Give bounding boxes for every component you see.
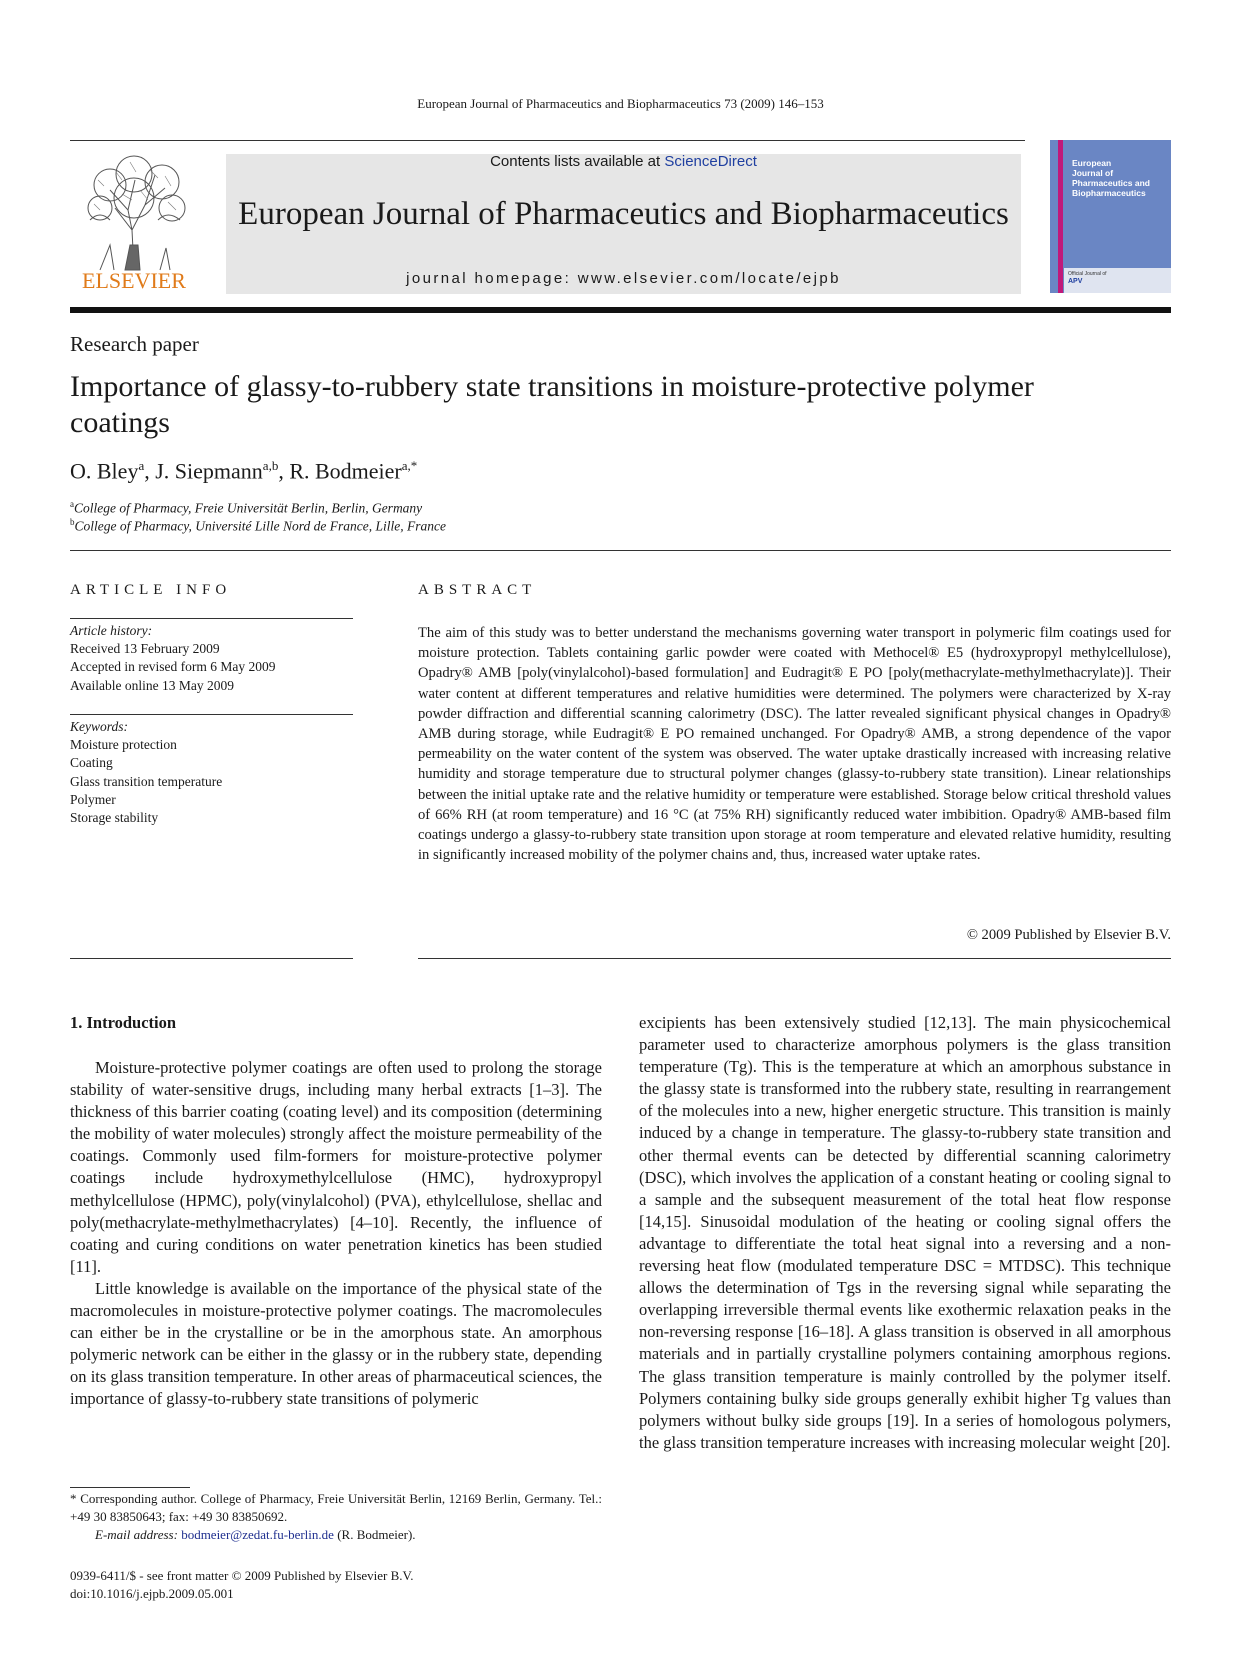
contents-line: [226, 153, 1021, 170]
doi-link[interactable]: doi:10.1016/j.ejpb.2009.05.001: [70, 1586, 234, 1601]
paragraph: Little knowledge is available on the importance of the physical state of the macromolecules in moisture-protective polymer coatings. The macromolecules can either be in the crystalline or be in the amorphous state. An amorphous polymeric network can be either in the glassy or in the rubbery state, depending on its glass transition temperature. In other areas of pharmaceutical sciences, the importance of glassy-to-rubbery state transitions of polymeric: [70, 1278, 602, 1409]
article-info-bottom-rule: [70, 958, 353, 959]
keyword-item: Coating: [70, 755, 113, 771]
sciencedirect-link[interactable]: ScienceDirect: [664, 153, 757, 170]
keyword-item: Polymer: [70, 791, 116, 807]
author-name[interactable]: J. Siepmann: [155, 458, 263, 484]
affiliation-rule: [70, 550, 1171, 551]
cover-stripe: [1058, 140, 1063, 293]
body-column-left: [70, 1057, 602, 1411]
keyword-item: Storage stability: [70, 810, 159, 826]
article-info-rule: [70, 618, 353, 619]
abstract-copyright: © 2009 Published by Elsevier B.V.: [966, 927, 1171, 943]
keyword-item: Glass transition temperature: [70, 773, 223, 789]
elsevier-logo: [70, 150, 198, 298]
keywords-list: Keywords: Moisture protection Coating Glass transition temperature Polymer Storage stability: [70, 718, 353, 827]
abstract-heading: ABSTRACT: [418, 582, 537, 598]
abstract-bottom-rule: [418, 958, 1171, 959]
section-heading-introduction: 1. Introduction: [70, 1013, 177, 1032]
abstract-text: The aim of this study was to better understand the mechanisms governing water transport in polymeric film coatings used for moisture protection. Tablets containing garlic powder were coated with Methocel® E5 (hydroxypropyl methylcellulose), Opadry® AMB [poly(vinylalcohol)-based formulation] and Eudragit® E PO [poly(methacrylate-methylmethacrylate)]. Their water content at different temperatures and relative humidities were determined. The polymers were characterized by X-ray powder diffraction and differential scanning calorimetry (DSC). The latter revealed significant physical changes in Opadry® AMB during storage, while Eudragit® E PO remained unchanged. For Opadry® AMB, a strong dependence of the vapor permeability on the water content of the system was observed. The water uptake drastically increased with increasing relative humidity and storage temperature due to structural polymer changes (glassy-to-rubbery state transition). Linear relationships between the initial uptake rate and the relative humidity or temperature were established. Storage below critical threshold values of 66% RH (at room temperature) and 16 °C (at 75% RH) significantly reduced water imbibition. Opadry® AMB-based film coatings undergo a glassy-to-rubbery state transition upon storage at room temperature and elevated relative humidity, resulting in significantly increased mobility of the polymer chains and, thus, increased water uptake rates.: [418, 625, 1171, 864]
author-sup: a,*: [401, 458, 418, 473]
body-column-right: [639, 1012, 1171, 1454]
paragraph: Moisture-protective polymer coatings are often used to prolong the storage stability of water-sensitive drugs, including many herbal extracts [1–3]. The thickness of this barrier coating (coating level) and its composition (determining the mobility of water molecules) strongly affect the moisture permeability of the coatings. Commonly used film-formers for moisture-protective polymer coatings include hydroxymethylcellulose (HMC), hydroxypropyl methylcellulose (HPMC), poly(vinylalcohol) (PVA), ethylcellulose, shellac and poly(methacrylate-methylmethacrylates) [4–10]. Recently, the influence of coating and curing conditions on water penetration kinetics has been studied [11].: [70, 1058, 602, 1276]
running-head: European Journal of Pharmaceutics and Biopharmaceutics 73 (2009) 146–153: [417, 96, 824, 111]
article-type: Research paper: [70, 332, 199, 356]
author-sup: a: [138, 458, 145, 473]
journal-cover: [1050, 140, 1171, 293]
author-name[interactable]: R. Bodmeier: [289, 458, 402, 484]
history-item: Available online 13 May 2009: [70, 677, 234, 693]
journal-title: European Journal of Pharmaceutics and Biopharmaceutics: [238, 196, 1009, 232]
issn-doi-block: [70, 1567, 414, 1603]
footnote-corresponding: * Corresponding author. College of Pharmacy, Freie Universität Berlin, 12169 Berlin, Germany. Tel.: +49 30 83850643; fax: +49 30 83850692. E-mail address: bodmeier@zedat.fu-berlin.de (R. Bodmeier).: [70, 1491, 602, 1542]
header-thick-rule: [70, 307, 1171, 313]
affiliation-b: $^b$College of Pharmacy, Université Lille Nord de France, Lille, France: [70, 517, 446, 534]
contents-prefix: Contents lists available at: [490, 153, 665, 170]
issn-line: 0939-6411/$ - see front matter © 2009 Published by Elsevier B.V.: [70, 1568, 414, 1583]
history-item: Received 13 February 2009: [70, 641, 220, 657]
elsevier-tree-icon: [70, 150, 198, 298]
header-rule: [70, 140, 1025, 141]
history-item: Accepted in revised form 6 May 2009: [70, 659, 276, 675]
article-history: Article history: Received 13 February 2009 Accepted in revised form 6 May 2009 Available online 13 May 2009: [70, 622, 353, 695]
cover-footer: Official Journal of APV: [1064, 268, 1171, 293]
affiliation-a: $^a$College of Pharmacy, Freie Universität Berlin, Berlin, Germany: [70, 499, 423, 516]
journal-homepage[interactable]: journal homepage: www.elsevier.com/locate/ejpb: [406, 270, 841, 287]
author-name[interactable]: O. Bley: [70, 458, 139, 484]
keyword-item: Moisture protection: [70, 737, 177, 753]
paragraph: excipients has been extensively studied [12,13]. The main physicochemical parameter used to characterize amorphous polymers is the glass transition temperature (Tg). This is the temperature at which an amorphous substance in the glassy state is transformed into the rubbery state, resulting in rearrangement of the molecules into a new, higher energetic structure. This transition is mainly induced by a change in temperature. The glassy-to-rubbery state transition and other thermal events can be detected by differential scanning calorimetry (DSC), which involves the application of a constant heating or cooling signal to a sample and the subsequent measurement of the total heat flow response [14,15]. Sinusoidal modulation of the heating or cooling signal offers the advantage to differentiate the total heat signal into a reversing and a non-reversing heat flow (modulated temperature DSC = MTDSC). This technique allows the determination of Tgs in the reversing signal while separating the overlapping irreversible thermal events like exothermic relaxation peaks in the non-reversing response [16–18]. A glass transition is observed in all amorphous materials and in partially crystalline polymers containing amorphous regions. The glass transition temperature is mainly controlled by the polymer itself. Polymers containing bulky side groups generally exhibit higher Tg values than polymers without bulky side groups [19]. In a series of homologous polymers, the glass transition temperature increases with increasing molecular weight [20].: [639, 1013, 1171, 1452]
author-sup: a,b: [262, 458, 279, 473]
article-title: Importance of glassy-to-rubbery state transitions in moisture-protective polymer coatings: [70, 370, 1034, 439]
author-list: O. Bley$^a$, J. Siepmann$^{a,b}$, R. Bodmeier$^{a,*}$: [70, 458, 418, 484]
keywords-rule: [70, 714, 353, 715]
elsevier-wordmark: ELSEVIER: [82, 268, 186, 293]
article-info-heading: ARTICLE INFO: [70, 582, 232, 598]
email-link[interactable]: bodmeier@zedat.fu-berlin.de: [181, 1527, 334, 1542]
footnote-rule: [70, 1487, 190, 1488]
cover-title: European Journal of Pharmaceutics and Biopharmaceutics: [1072, 158, 1150, 198]
